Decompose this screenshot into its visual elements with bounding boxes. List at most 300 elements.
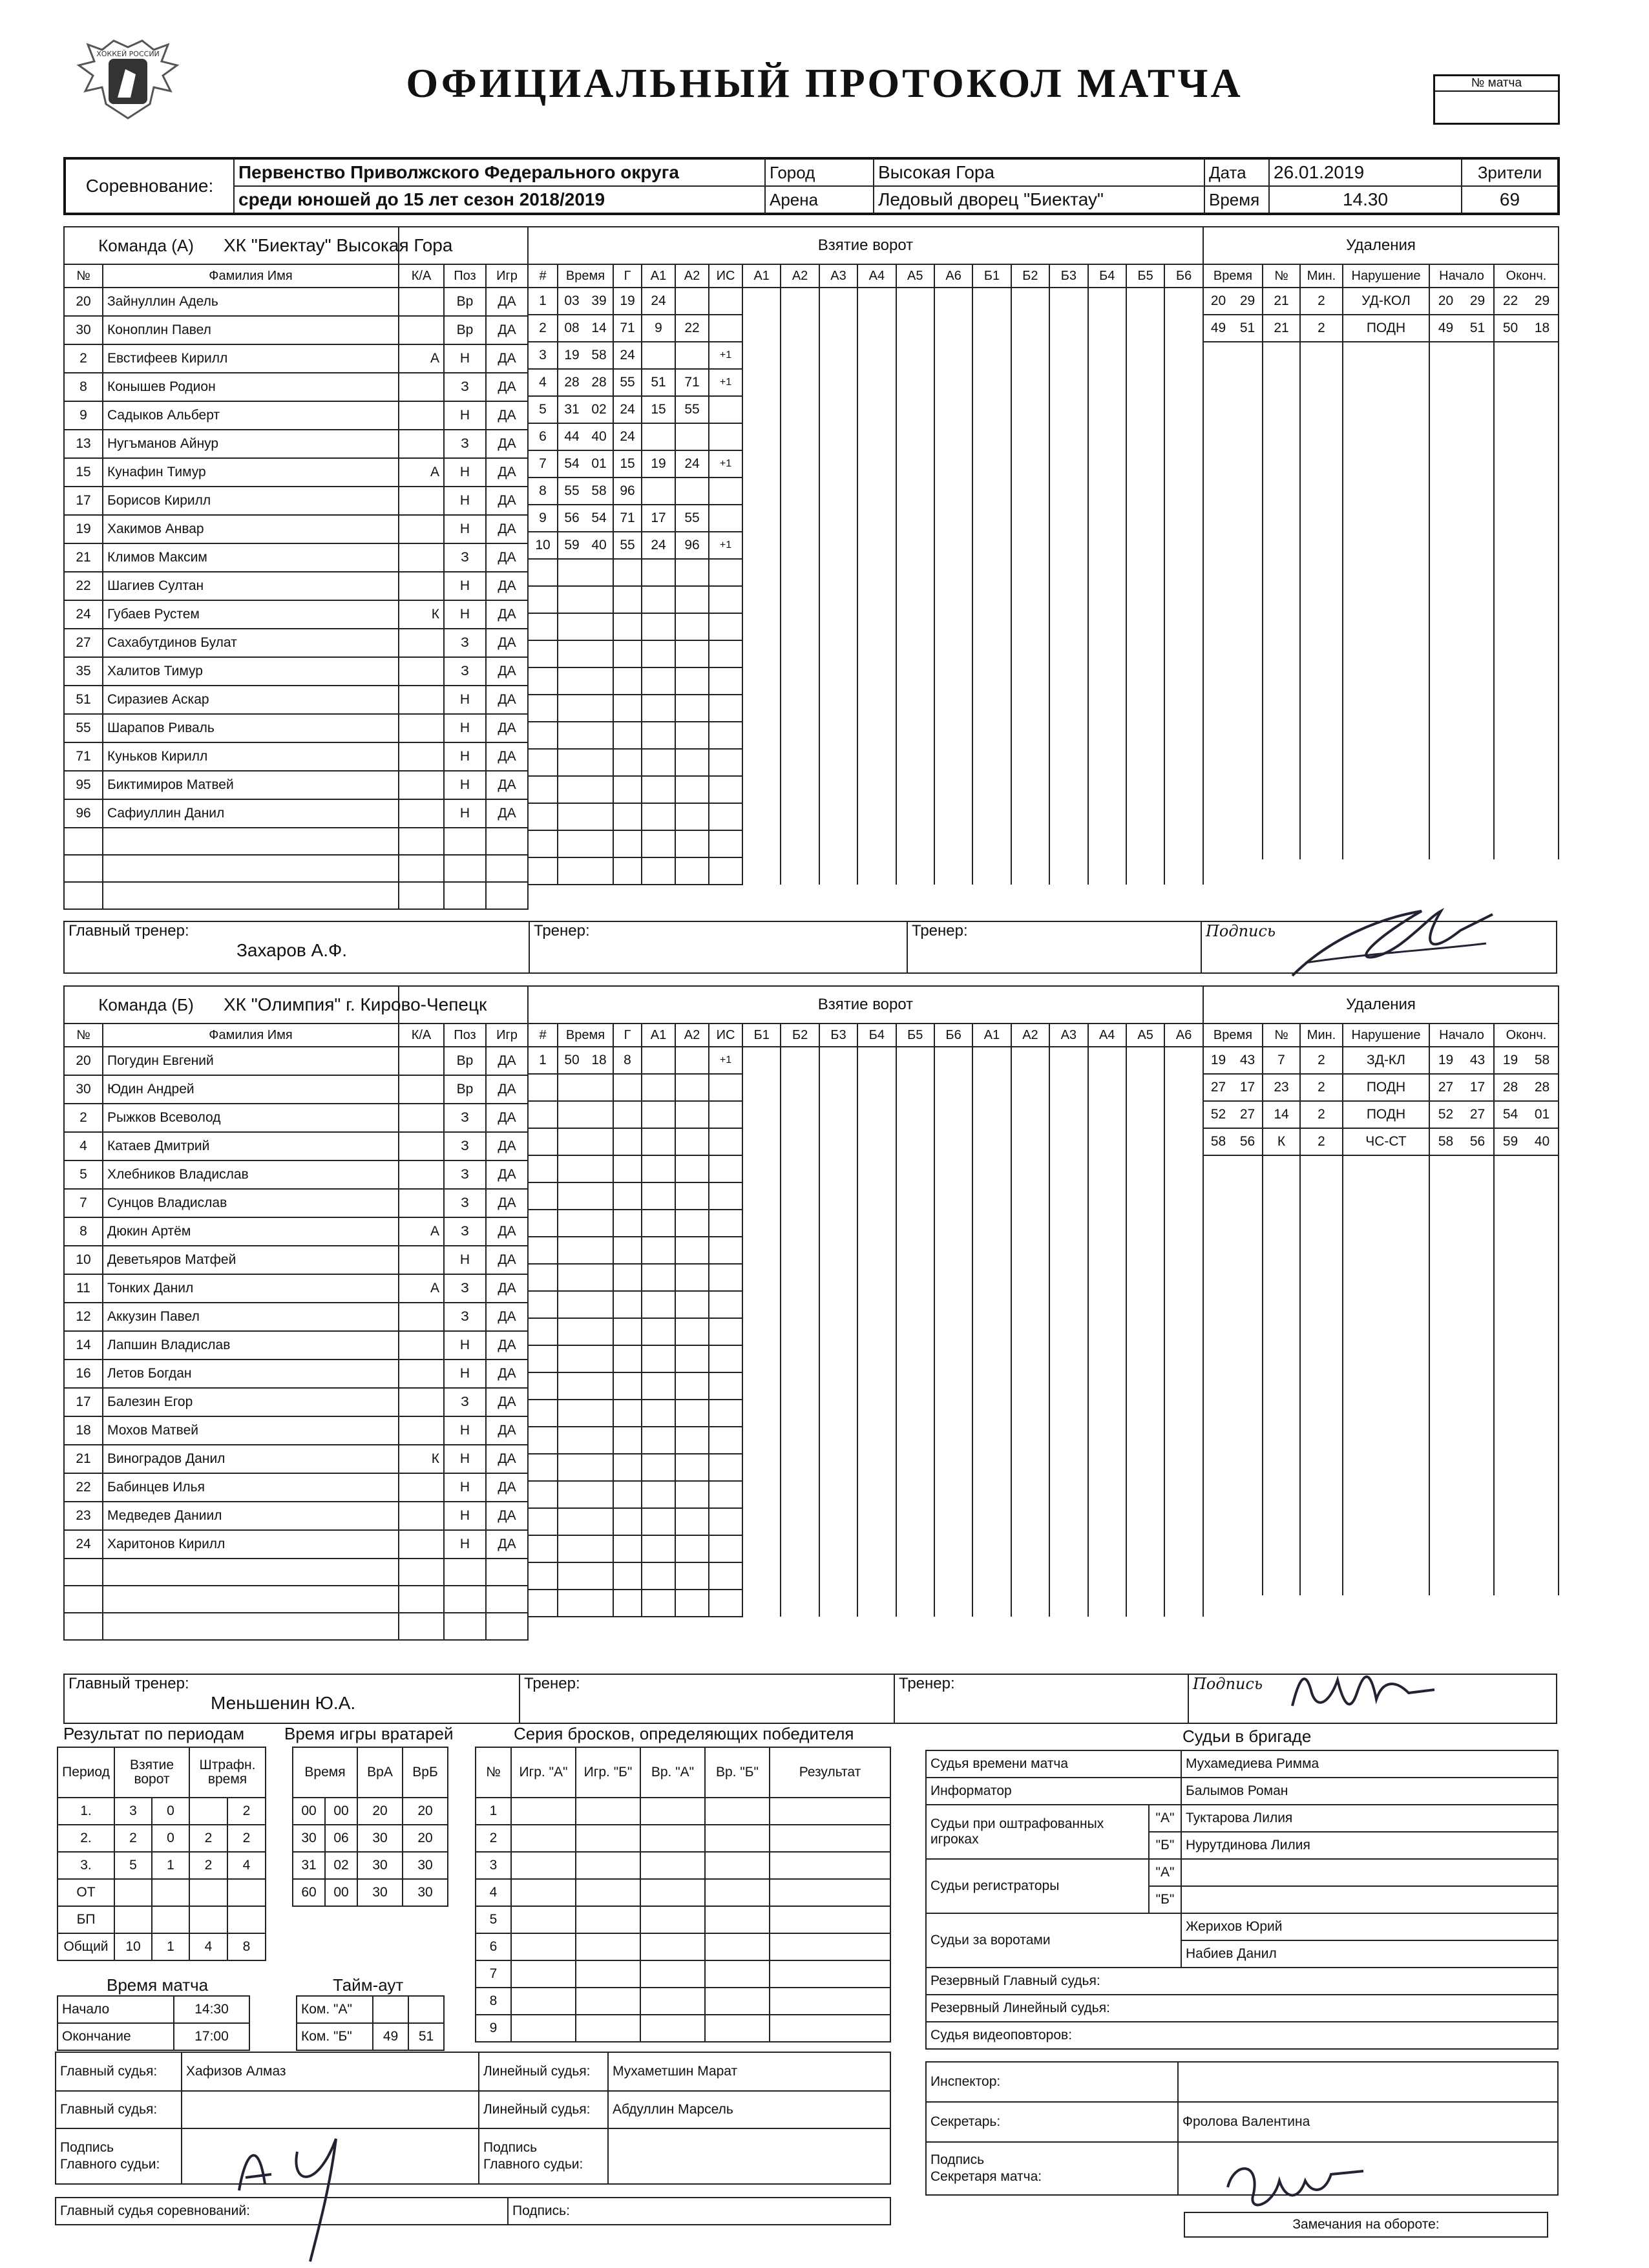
penalty-row	[1203, 498, 1559, 523]
team_a-h-ka: К/А	[399, 264, 444, 288]
goal-num: 1	[528, 288, 558, 315]
player-name: Летов Богдан	[103, 1360, 399, 1388]
shootout-row	[476, 1960, 890, 1988]
team_b-roster	[63, 985, 529, 1641]
team_a-team-label: Команда (А)	[98, 236, 194, 255]
player-pos: З	[444, 1104, 486, 1132]
shoot-num: 5	[476, 1906, 511, 1933]
match-header-table	[63, 157, 1560, 215]
goal-row	[528, 288, 1203, 315]
penalty-time-min: 20	[1210, 293, 1226, 308]
team_a-goals-title: Взятие ворот	[528, 227, 1203, 264]
team_b-onice-col: Б5	[896, 1024, 934, 1047]
goal-assist1	[642, 478, 675, 505]
player-play: ДА	[486, 629, 528, 657]
player-ka	[399, 799, 444, 828]
player-number: 35	[64, 657, 103, 686]
goalie-row	[293, 1825, 448, 1852]
table-row	[64, 600, 528, 629]
player-ka	[399, 1502, 444, 1530]
player-name: Шагиев Султан	[103, 572, 399, 600]
team-b-signature-label: Подпись	[1193, 1675, 1263, 1693]
crew-table	[925, 1750, 1559, 2050]
goalie-b: 20	[403, 1798, 448, 1825]
penalty-time	[1203, 315, 1263, 342]
player-number: 4	[64, 1132, 103, 1160]
sign-head-label	[56, 2128, 182, 2184]
goal-row	[528, 1101, 1203, 1128]
player-play: ДА	[486, 1360, 528, 1388]
penalty-end-sec: 29	[1534, 293, 1550, 308]
player-play: ДА	[486, 1388, 528, 1416]
goal-min: 31	[564, 402, 580, 417]
penalty-judge-a: Туктарова Лилия	[1181, 1805, 1558, 1832]
goalie-sec: 00	[325, 1798, 357, 1825]
goal-sec: 58	[591, 483, 607, 498]
goal-min: 44	[564, 429, 580, 444]
reserve-head-label: Резервный Главный судья:	[926, 1968, 1558, 1995]
team_a-onice-col: Б2	[1011, 264, 1049, 288]
team_a-onice-col: А4	[857, 264, 896, 288]
goal-min: 59	[564, 538, 580, 552]
remarks-label: Замечания на обороте:	[1292, 2217, 1440, 2232]
team_a-goals	[527, 226, 1204, 885]
goalie-b: 20	[403, 1825, 448, 1852]
goal-sec: 14	[591, 320, 607, 335]
penalty-end-sec: 58	[1534, 1053, 1550, 1067]
table-row	[64, 1132, 528, 1160]
table-row	[64, 1388, 528, 1416]
player-name: Лапшин Владислав	[103, 1331, 399, 1360]
player-number: 15	[64, 458, 103, 487]
player-pos: З	[444, 1217, 486, 1246]
penalty-start-sec: 51	[1469, 320, 1486, 335]
player-name: Конышев Родион	[103, 373, 399, 401]
city-label: Город	[765, 158, 874, 186]
penalty-end	[1494, 1128, 1559, 1155]
goal-row	[528, 478, 1203, 505]
goal-strength	[709, 423, 742, 450]
time-value: 14.30	[1269, 186, 1462, 214]
penalty-start-sec: 27	[1469, 1107, 1486, 1122]
period-row	[58, 1906, 266, 1933]
penalty-end-min: 22	[1502, 293, 1518, 308]
player-ka	[399, 657, 444, 686]
penalty-time-min: 52	[1210, 1107, 1226, 1122]
goal-assist2	[675, 478, 709, 505]
table-row	[64, 1217, 528, 1246]
team_a-p-num: №	[1263, 264, 1300, 288]
table-row	[64, 1047, 528, 1075]
goal-assist1	[642, 342, 675, 369]
penalty-violation: ЗД-КЛ	[1343, 1047, 1429, 1074]
team_b-h-name: Фамилия Имя	[103, 1024, 399, 1047]
player-play: ДА	[486, 401, 528, 430]
player-name: Зайнуллин Адель	[103, 288, 399, 316]
match-end-label: Окончание	[58, 2023, 174, 2050]
team_b-h-pos: Поз	[444, 1024, 486, 1047]
head-ref-label-2: Главный судья:	[56, 2091, 182, 2128]
shoot-num: 1	[476, 1798, 511, 1825]
player-ka	[399, 742, 444, 771]
shoot-h-num: №	[476, 1747, 511, 1798]
player-name: Деветьяров Матфей	[103, 1246, 399, 1274]
penalty-row	[1203, 1234, 1559, 1259]
player-pos: Н	[444, 771, 486, 799]
goal-row	[528, 423, 1203, 450]
player-play: ДА	[486, 1445, 528, 1473]
player-ka	[399, 572, 444, 600]
informer-label: Информатор	[926, 1778, 1181, 1805]
penalty-minutes: 2	[1300, 1047, 1343, 1074]
team-a-coach-signature	[1279, 892, 1499, 989]
head-ref-label-1: Главный судья:	[56, 2052, 182, 2091]
period-row	[58, 1933, 266, 1960]
goal-row	[528, 450, 1203, 478]
player-name: Балезин Егор	[103, 1388, 399, 1416]
player-number: 7	[64, 1189, 103, 1217]
goalie-sec: 00	[325, 1879, 357, 1906]
team_b-onice-col: А6	[1164, 1024, 1203, 1047]
goal-assist2	[675, 1047, 709, 1074]
penalty-end-min: 50	[1502, 320, 1518, 335]
period-name: ОТ	[58, 1879, 114, 1906]
line-ref-1: Мухаметшин Марат	[608, 2052, 890, 2091]
period-pim-b: 4	[227, 1852, 266, 1879]
goal-strength	[709, 288, 742, 315]
goal-sec: 54	[591, 510, 607, 525]
shoot-num: 8	[476, 1988, 511, 2015]
penalty-start	[1429, 1074, 1494, 1101]
goal-judge-1: Жерихов Юрий	[1181, 1913, 1558, 1940]
penalty-time-sec: 27	[1239, 1107, 1255, 1122]
player-number: 17	[64, 1388, 103, 1416]
penalty-row	[1203, 1259, 1559, 1285]
team-a-signature-label: Подпись	[1206, 922, 1276, 940]
period-row	[58, 1879, 266, 1906]
penalty-end-sec: 01	[1534, 1107, 1550, 1122]
comp-head-table	[55, 2197, 891, 2225]
player-ka	[399, 1530, 444, 1559]
penalty-start	[1429, 288, 1494, 315]
table-row	[64, 1189, 528, 1217]
player-number: 5	[64, 1160, 103, 1189]
goal-row	[528, 1264, 1203, 1291]
player-number: 21	[64, 543, 103, 572]
player-pos: Н	[444, 742, 486, 771]
goal-strength: +1	[709, 369, 742, 396]
arena-value: Ледовый дворец "Биектау"	[874, 186, 1204, 214]
reserve-line-label: Резервный Линейный судья:	[926, 1995, 1558, 2022]
goalies-title: Время игры вратарей	[284, 1724, 454, 1743]
team_a-p-time: Время	[1203, 264, 1263, 288]
player-number: 18	[64, 1416, 103, 1445]
penalty-row	[1203, 678, 1559, 704]
team_b-p-end: Оконч.	[1494, 1024, 1559, 1047]
player-number: 16	[64, 1360, 103, 1388]
player-play: ДА	[486, 1217, 528, 1246]
team_a-onice-col: Б6	[1164, 264, 1203, 288]
team_a-penalties	[1203, 226, 1559, 859]
team_b-onice-col: Б1	[742, 1024, 781, 1047]
goal-row	[528, 1427, 1203, 1454]
player-name: Биктимиров Матвей	[103, 771, 399, 799]
penalty-row	[1203, 1208, 1559, 1234]
player-number: 2	[64, 1104, 103, 1132]
player-play: ДА	[486, 600, 528, 629]
player-pos: З	[444, 1303, 486, 1331]
goal-num: 1	[528, 1047, 558, 1074]
competition-label: Соревнование:	[65, 158, 234, 214]
penalty-time	[1203, 1101, 1263, 1128]
goal-sec: 28	[591, 375, 607, 390]
period-pim-a: 2	[189, 1852, 227, 1879]
player-play: ДА	[486, 1502, 528, 1530]
goal-row	[528, 613, 1203, 640]
penalty-time-min: 19	[1210, 1053, 1226, 1067]
penalty-violation: ПОДН	[1343, 1074, 1429, 1101]
penalty-row	[1203, 394, 1559, 420]
team_a-onice-col: Б3	[1049, 264, 1087, 288]
player-play: ДА	[486, 1473, 528, 1502]
period-pim-b: 2	[227, 1825, 266, 1852]
timeout-a-sec	[408, 1996, 444, 2023]
table-row	[64, 629, 528, 657]
player-pos: Н	[444, 686, 486, 714]
team_b-g-hash: #	[528, 1024, 558, 1047]
goalies-h-b: ВрБ	[403, 1747, 448, 1798]
penalty-time	[1203, 1128, 1263, 1155]
penalty-end-min: 19	[1502, 1053, 1518, 1067]
player-number: 51	[64, 686, 103, 714]
secretary-signature	[1215, 2148, 1383, 2220]
goal-row	[528, 505, 1203, 532]
goal-strength: +1	[709, 1047, 742, 1074]
team_b-p-start: Начало	[1429, 1024, 1494, 1047]
player-name: Халитов Тимур	[103, 657, 399, 686]
player-name: Нугъманов Айнур	[103, 430, 399, 458]
table-row	[64, 1445, 528, 1473]
player-number: 20	[64, 288, 103, 316]
player-play: ДА	[486, 572, 528, 600]
goal-judge-2: Набиев Данил	[1181, 1940, 1558, 1968]
player-number: 22	[64, 1473, 103, 1502]
player-play: ДА	[486, 1075, 528, 1104]
player-ka	[399, 1331, 444, 1360]
player-number: 27	[64, 629, 103, 657]
timeout-b-sec: 51	[408, 2023, 444, 2050]
team-a-section	[63, 226, 1558, 912]
player-number: 10	[64, 1246, 103, 1274]
team_b-onice-col: А3	[1049, 1024, 1087, 1047]
penalty-row	[1203, 1285, 1559, 1311]
player-number: 22	[64, 572, 103, 600]
shootout-table	[475, 1747, 891, 2042]
shoot-h-pa: Игр. "А"	[511, 1747, 576, 1798]
goal-row	[528, 1535, 1203, 1562]
goal-scorer: 24	[613, 342, 642, 369]
goal-strength: +1	[709, 342, 742, 369]
penalty-row	[1203, 549, 1559, 575]
player-pos: Н	[444, 1445, 486, 1473]
competition-line1: Первенство Приволжского Федерального округа	[234, 158, 765, 186]
period-name: 1.	[58, 1798, 114, 1825]
match-time-title: Время матча	[107, 1975, 209, 1995]
timeout-table	[296, 1995, 445, 2051]
goal-scorer: 55	[613, 369, 642, 396]
spectators-label: Зрители	[1462, 158, 1559, 186]
penalty-end-sec: 28	[1534, 1080, 1550, 1095]
player-pos: Вр	[444, 1075, 486, 1104]
shootout-row	[476, 1906, 890, 1933]
goal-assist2: 55	[675, 396, 709, 423]
team_a-onice-col: А1	[742, 264, 781, 288]
period-pim-a: 2	[189, 1825, 227, 1852]
period-pim-b	[227, 1906, 266, 1933]
player-pos: З	[444, 1160, 486, 1189]
penalty-start	[1429, 315, 1494, 342]
penalty-start-sec: 56	[1469, 1134, 1486, 1149]
goal-time	[558, 369, 613, 396]
penalty-player: 21	[1263, 315, 1300, 342]
penalty-end	[1494, 1101, 1559, 1128]
table-row	[64, 543, 528, 572]
penalty-row	[1203, 1389, 1559, 1414]
penalty-row	[1203, 782, 1559, 808]
goalie-row	[293, 1879, 448, 1906]
penalty-row	[1203, 601, 1559, 627]
player-name: Сунцов Владислав	[103, 1189, 399, 1217]
penalty-minutes: 2	[1300, 1101, 1343, 1128]
penalty-start-min: 49	[1438, 320, 1454, 335]
player-play: ДА	[486, 487, 528, 515]
time-label: Время	[1204, 186, 1269, 214]
penalty-time-sec: 29	[1239, 293, 1255, 308]
penalty-row	[1203, 342, 1559, 368]
penalty-time-min: 49	[1210, 320, 1226, 335]
sign-head-label-2: Главного судьи:	[60, 2157, 160, 2172]
penalty-player: 23	[1263, 1074, 1300, 1101]
team_b-goals	[527, 985, 1204, 1617]
table-row	[64, 458, 528, 487]
period-goals-b: 0	[152, 1798, 189, 1825]
player-pos: Н	[444, 458, 486, 487]
goal-min: 03	[564, 293, 580, 308]
goal-num: 4	[528, 369, 558, 396]
penalty-time	[1203, 1074, 1263, 1101]
goalie-sec: 02	[325, 1852, 357, 1879]
player-pos: З	[444, 629, 486, 657]
penalty-player: К	[1263, 1128, 1300, 1155]
team_a-onice-col: А5	[896, 264, 934, 288]
team_a-team-name: ХК "Биектау" Высокая Гора	[224, 235, 453, 255]
player-name: Климов Максим	[103, 543, 399, 572]
comp-head-label: Главный судья соревнований:	[56, 2198, 508, 2225]
table-row	[64, 742, 528, 771]
goal-row	[528, 1182, 1203, 1210]
goal-row	[528, 667, 1203, 695]
team_a-onice-col: Б5	[1126, 264, 1164, 288]
player-name: Садыков Альберт	[103, 401, 399, 430]
goal-row	[528, 776, 1203, 803]
match-start: 14:30	[174, 1996, 249, 2023]
goal-time	[558, 1047, 613, 1074]
team-b-head-coach-label: Главный тренер:	[68, 1675, 189, 1692]
team_b-h-play: Игр	[486, 1024, 528, 1047]
match-end: 17:00	[174, 2023, 249, 2050]
player-number: 2	[64, 344, 103, 373]
sign-secretary-label	[926, 2142, 1178, 2195]
goal-row	[528, 1454, 1203, 1481]
player-play: ДА	[486, 1303, 528, 1331]
goal-sec: 40	[591, 429, 607, 444]
penalty-start-min: 20	[1438, 293, 1454, 308]
table-row	[64, 1613, 528, 1640]
team-b-coach2-label: Тренер:	[899, 1675, 955, 1692]
player-ka	[399, 316, 444, 344]
team_a-h-pos: Поз	[444, 264, 486, 288]
player-name: Мохов Матвей	[103, 1416, 399, 1445]
goal-assist1: 24	[642, 532, 675, 559]
goal-assist2	[675, 342, 709, 369]
shootout-title: Серия бросков, определяющих победителя	[514, 1724, 854, 1743]
team-a-head-coach: Захаров А.Ф.	[236, 940, 348, 960]
table-row	[64, 344, 528, 373]
penalty-row	[1203, 575, 1559, 601]
player-ka	[399, 1189, 444, 1217]
penalty-end	[1494, 288, 1559, 315]
goal-assist1: 9	[642, 315, 675, 342]
table-row	[64, 882, 528, 909]
penalty-row	[1203, 1128, 1559, 1155]
player-pos: Н	[444, 515, 486, 543]
goal-num: 9	[528, 505, 558, 532]
team_b-g-g: Г	[613, 1024, 642, 1047]
period-pim-a	[189, 1798, 227, 1825]
player-name: Хлебников Владислав	[103, 1160, 399, 1189]
head-referee-signature	[220, 2113, 368, 2268]
player-play: ДА	[486, 344, 528, 373]
shoot-num: 2	[476, 1825, 511, 1852]
player-play: ДА	[486, 1416, 528, 1445]
penalty-minutes: 2	[1300, 1074, 1343, 1101]
team-b-section	[63, 985, 1558, 1643]
team_a-p-end: Оконч.	[1494, 264, 1559, 288]
player-number: 23	[64, 1502, 103, 1530]
player-number: 30	[64, 1075, 103, 1104]
secretary-label: Секретарь:	[926, 2102, 1178, 2142]
table-row	[64, 1104, 528, 1132]
goal-row	[528, 1210, 1203, 1237]
goal-num: 6	[528, 423, 558, 450]
table-row	[64, 771, 528, 799]
table-row	[64, 487, 528, 515]
goal-row	[528, 1128, 1203, 1155]
timekeeper-label: Судья времени матча	[926, 1750, 1181, 1778]
player-ka	[399, 515, 444, 543]
player-play: ДА	[486, 1132, 528, 1160]
player-pos: З	[444, 657, 486, 686]
penalty-row	[1203, 1182, 1559, 1208]
table-row	[64, 714, 528, 742]
goal-strength: +1	[709, 532, 742, 559]
penalty-row	[1203, 1440, 1559, 1466]
period-goals-b: 0	[152, 1825, 189, 1852]
city-value: Высокая Гора	[874, 158, 1204, 186]
player-pos: Н	[444, 401, 486, 430]
penalty-time-min: 58	[1210, 1134, 1226, 1149]
player-name: Шарапов Риваль	[103, 714, 399, 742]
